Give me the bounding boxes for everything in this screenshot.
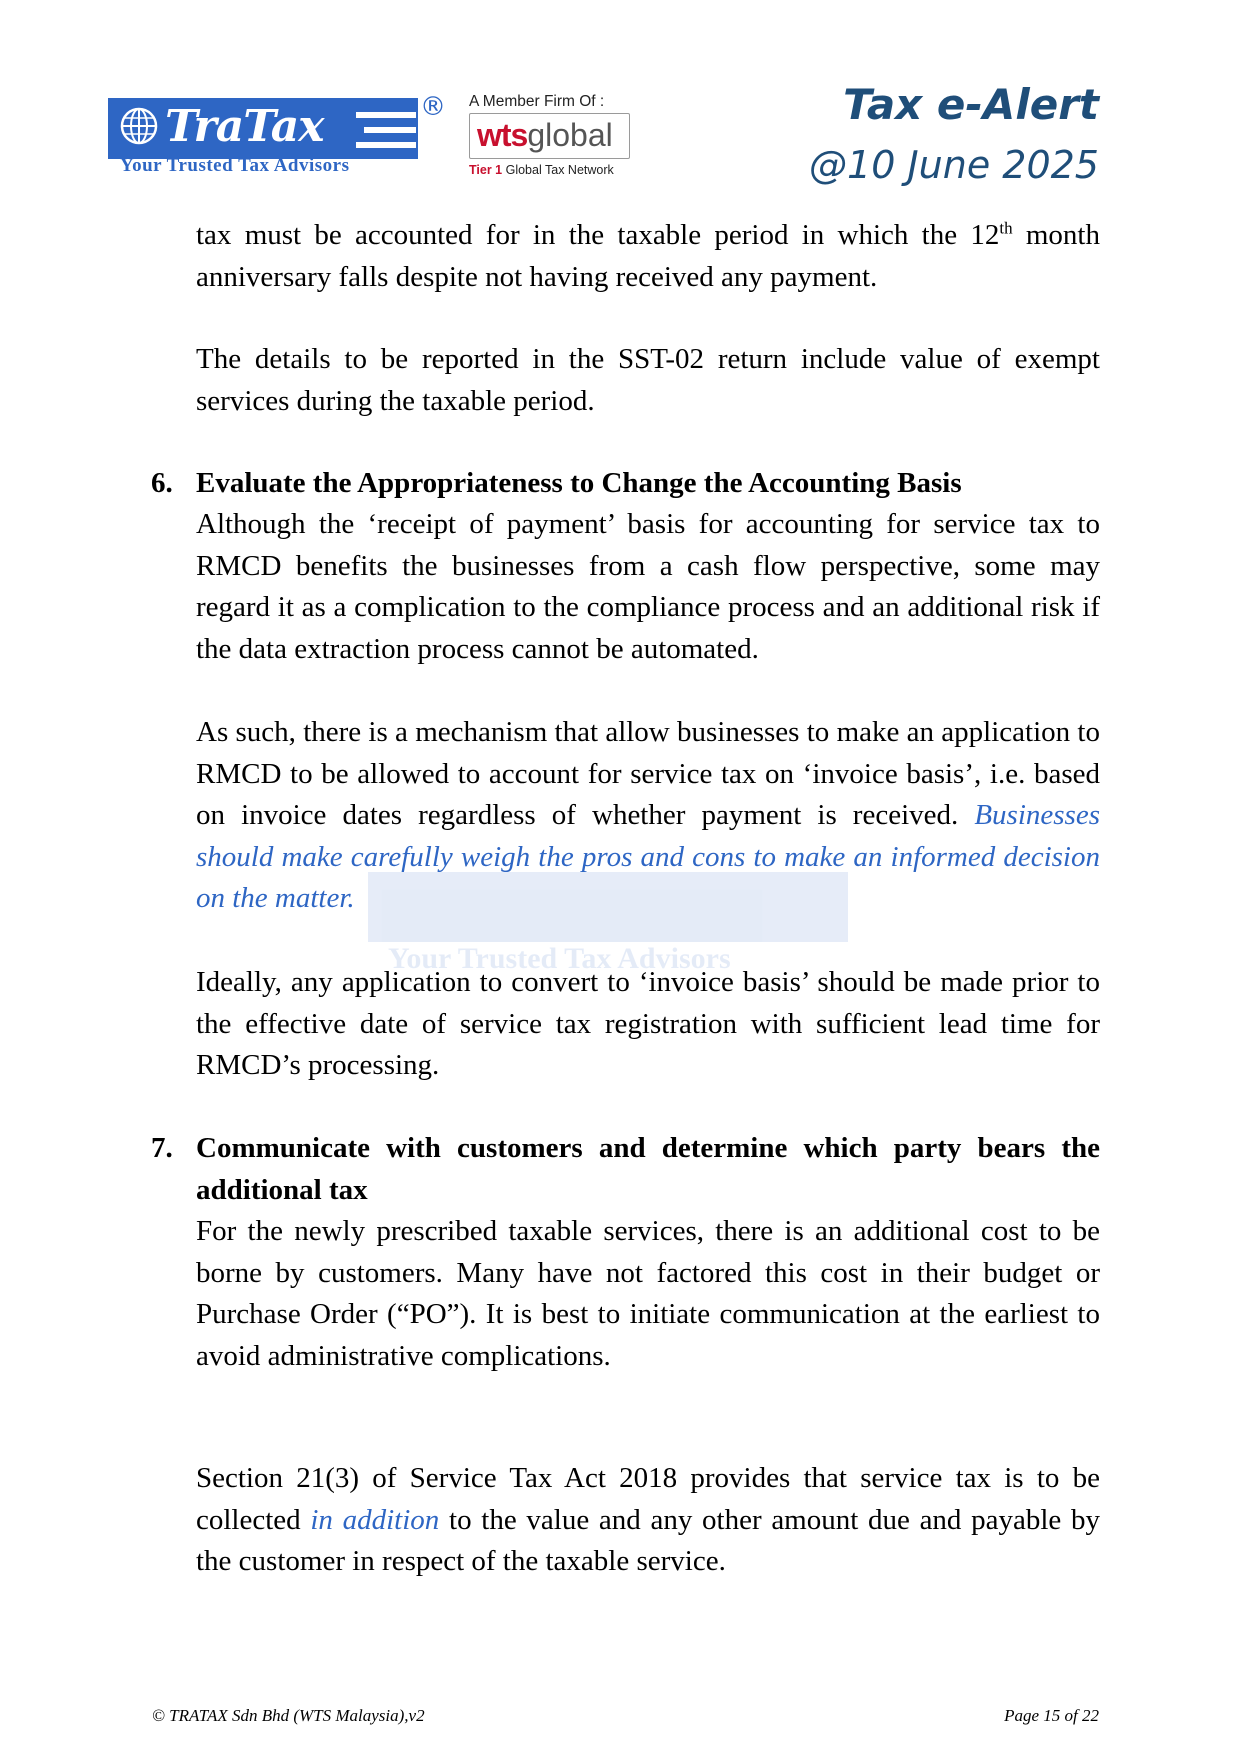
s6-p2-text: As such, there is a mechanism that allow businesses to make an application to RMCD to be allowed to account for service tax on ‘invoice basis’, i.e. based on invoice dates regardless of whether payment is received. [196, 716, 1100, 831]
section-7-paragraph-2 [196, 1458, 1100, 1583]
watermark-tagline: Your Trusted Tax Advisors [388, 942, 731, 975]
footer-copyright: © TRATAX Sdn Bhd (WTS Malaysia),v2 [152, 1706, 425, 1725]
s7-p2-emphasis: in addition [310, 1503, 440, 1536]
section-7-paragraph-1: For the newly prescribed taxable services, there is an additional cost to be borne by customers. Many have not factored this cost in their budget or Purchase Order (“PO”). It is best to initiate communication at the earliest to avoid administrative complications. [196, 1215, 1100, 1372]
p1-superscript: th [999, 218, 1013, 238]
p1-text-continued: month anniversary falls despite not having received any payment. [196, 219, 1100, 293]
paragraph-accounting-period [196, 215, 1100, 298]
s7-p2-text: Section 21(3) of Service Tax Act 2018 provides that service tax is to be collected [196, 1462, 1100, 1536]
footer-page-number: Page 15 of 22 [1004, 1706, 1099, 1725]
logo-stripes [356, 110, 418, 150]
s6-p2-emphasis: Businesses should make carefully weigh the pros and cons to make an informed decision on the matter. [196, 799, 1101, 914]
logo-name: TraTax [165, 101, 324, 152]
tier-label [469, 163, 614, 177]
wts-suffix: global [527, 117, 613, 153]
section-6-paragraph-1: Although the ‘receipt of payment’ basis for accounting for service tax to RMCD benefits the businesses from a cash flow perspective, some may regard it as a complication to the compliance process and an additional risk if the data extraction process cannot be automated. [196, 508, 1100, 665]
logo-tagline: Your Trusted Tax Advisors [120, 155, 350, 176]
p1-text: tax must be accounted for in the taxable period in which the 12 [196, 219, 1000, 251]
tier-bold: Tier 1 [469, 163, 503, 177]
section-6-number: 6. [151, 467, 173, 499]
globe-icon [119, 106, 159, 146]
paragraph-sst02-details: The details to be reported in the SST-02 return include value of exempt services during the taxable period. [196, 343, 1100, 417]
section-7-heading: Communicate with customers and determine which party bears the additional tax [196, 1132, 1100, 1206]
member-label: A Member Firm Of : [469, 93, 605, 110]
alert-date: @10 June 2025 [809, 143, 1099, 187]
wts-logo [477, 116, 613, 154]
section-7-number: 7. [151, 1132, 173, 1164]
tier-rest: Global Tax Network [505, 163, 614, 177]
section-6-heading: Evaluate the Appropriateness to Change the Accounting Basis [196, 467, 962, 499]
section-6-paragraph-3: Ideally, any application to convert to ‘invoice basis’ should be made prior to the effective date of service tax registration with sufficient lead time for RMCD’s processing. [196, 966, 1100, 1081]
page-title: Tax e-Alert [843, 80, 1099, 129]
section-6-paragraph-2 [196, 712, 1100, 920]
registered-mark: ® [420, 92, 446, 122]
wts-brand: wts [477, 117, 528, 153]
s7-p2-text-continued: to the value and any other amount due and payable by the customer in respect of the taxable service. [196, 1503, 1101, 1577]
